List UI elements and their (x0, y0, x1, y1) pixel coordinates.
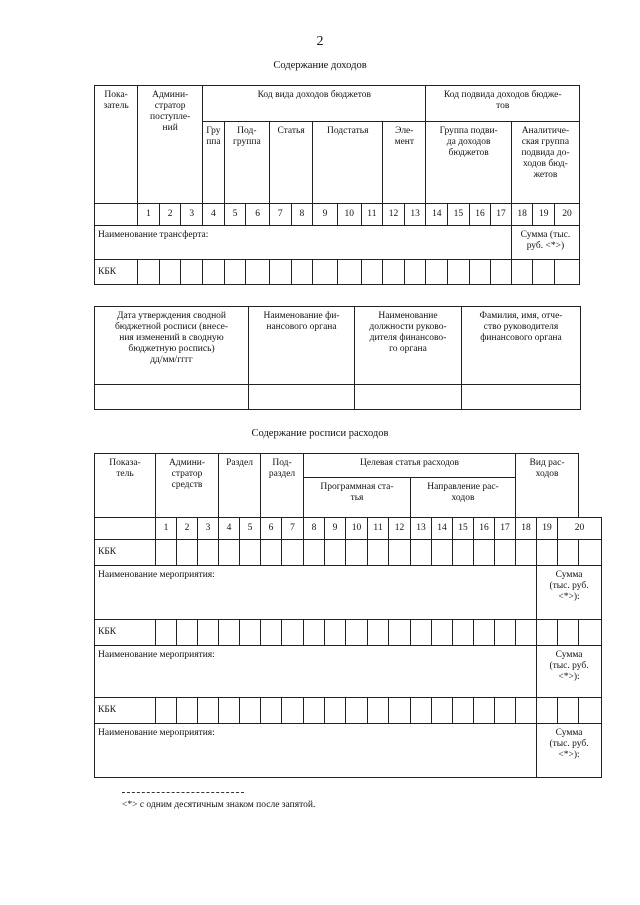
kbk-digit-cell[interactable] (368, 540, 389, 566)
column-number: 18 (511, 204, 533, 226)
income-subgroup-header: Под- группа (224, 122, 269, 204)
expenses-kbk-row (95, 698, 602, 724)
kbk-digit-cell[interactable] (203, 260, 225, 285)
kbk-digit-cell[interactable] (491, 260, 512, 285)
column-number: 4 (219, 518, 240, 540)
kbk-digit-cell[interactable] (304, 698, 325, 724)
finance-body-name-header: Наименование фи- нансового органа (249, 307, 355, 385)
kbk-digit-cell[interactable] (389, 698, 411, 724)
kbk-digit-cell[interactable] (159, 260, 181, 285)
expenses-kbk-row (95, 540, 602, 566)
column-number: 16 (469, 204, 491, 226)
column-number: 3 (198, 518, 219, 540)
head-position-header: Наименование должности руково- дителя финансово- го органа (355, 307, 462, 385)
subsection-header: Под- раздел (261, 454, 304, 518)
kbk-digit-cell[interactable] (368, 698, 389, 724)
column-number: 14 (432, 518, 453, 540)
column-number: 6 (246, 204, 270, 226)
kbk-digit-cell[interactable] (269, 260, 291, 285)
kbk-digit-cell[interactable] (558, 620, 579, 646)
kbk-digit-cell[interactable] (346, 620, 368, 646)
kbk-digit-cell[interactable] (411, 540, 432, 566)
expenses-indicator-header: Показа- тель (95, 454, 156, 518)
expenses-sum-label: Сумма (тыс. руб. <*>): (537, 566, 602, 620)
expenses-table (94, 453, 602, 778)
income-indicator-header: Пока- затель (95, 86, 138, 204)
kbk-digit-cell[interactable] (432, 540, 453, 566)
income-table (94, 85, 580, 285)
approval-date-header: Дата утверждения сводной бюджетной росписи (внесе- ния изменений в сводную бюджетную роспись) дд/мм/гггг (95, 307, 249, 385)
kbk-digit-cell[interactable] (537, 620, 558, 646)
kbk-digit-cell[interactable] (138, 260, 160, 285)
kbk-digit-cell[interactable] (240, 540, 261, 566)
kbk-digit-cell[interactable] (495, 620, 516, 646)
income-subkind-code-header: Код подвида доходов бюдже- тов (426, 86, 580, 122)
column-number: 10 (337, 204, 361, 226)
column-number: 3 (181, 204, 203, 226)
kbk-label: КБК (95, 540, 156, 566)
column-number: 9 (325, 518, 346, 540)
footnote: <*> с одним десятичным знаком после запятой. (122, 800, 316, 810)
program-article-header: Программная ста- тья (304, 478, 411, 518)
kbk-digit-cell[interactable] (495, 540, 516, 566)
target-article-header: Целевая статья расходов (304, 454, 516, 478)
kbk-digit-cell[interactable] (511, 260, 533, 285)
column-number: 2 (177, 518, 198, 540)
kbk-digit-cell[interactable] (426, 260, 448, 285)
kbk-digit-cell[interactable] (411, 620, 432, 646)
kbk-digit-cell[interactable] (368, 620, 389, 646)
kbk-digit-cell[interactable] (383, 260, 405, 285)
expenses-admin-header: Админи- стратор средств (156, 454, 219, 518)
column-number: 11 (361, 204, 383, 226)
kbk-digit-cell[interactable] (474, 540, 495, 566)
event-name-label: Наименование мероприятия: (95, 646, 537, 698)
kbk-digit-cell[interactable] (240, 698, 261, 724)
kbk-digit-cell[interactable] (156, 620, 177, 646)
kbk-digit-cell[interactable] (558, 698, 579, 724)
kbk-digit-cell[interactable] (537, 698, 558, 724)
income-group-header: Гру ппа (203, 122, 225, 204)
kbk-digit-cell[interactable] (325, 698, 346, 724)
kbk-digit-cell[interactable] (219, 698, 240, 724)
column-number: 1 (138, 204, 160, 226)
column-number: 5 (240, 518, 261, 540)
kbk-digit-cell[interactable] (516, 620, 537, 646)
kbk-digit-cell[interactable] (156, 540, 177, 566)
kbk-digit-cell[interactable] (304, 620, 325, 646)
column-number: 1 (156, 518, 177, 540)
column-number: 17 (495, 518, 516, 540)
column-number: 8 (304, 518, 325, 540)
kbk-digit-cell[interactable] (291, 260, 313, 285)
kbk-digit-cell[interactable] (474, 620, 495, 646)
kbk-digit-cell[interactable] (304, 540, 325, 566)
column-number: 2 (159, 204, 181, 226)
expenses-kbk-row (95, 620, 602, 646)
kbk-label: КБК (95, 620, 156, 646)
kbk-digit-cell[interactable] (474, 698, 495, 724)
column-number: 17 (491, 204, 512, 226)
column-number: 9 (313, 204, 338, 226)
kbk-digit-cell[interactable] (579, 620, 602, 646)
kbk-digit-cell[interactable] (516, 540, 537, 566)
kbk-digit-cell[interactable] (282, 698, 304, 724)
income-element-header: Эле- мент (383, 122, 426, 204)
income-sum-label: Сумма (тыс. руб. <*>) (511, 226, 579, 260)
kbk-digit-cell[interactable] (516, 698, 537, 724)
kbk-digit-cell[interactable] (219, 540, 240, 566)
approval-date-cell[interactable] (95, 385, 249, 410)
kbk-digit-cell[interactable] (240, 620, 261, 646)
kbk-digit-cell[interactable] (219, 620, 240, 646)
kbk-digit-cell[interactable] (181, 260, 203, 285)
kbk-digit-cell[interactable] (469, 260, 491, 285)
column-number: 20 (558, 518, 602, 540)
column-number: 7 (269, 204, 291, 226)
income-analytic-group-header: Аналитиче- ская группа подвида до- ходов бюд- жетов (511, 122, 579, 204)
kbk-digit-cell[interactable] (325, 540, 346, 566)
kbk-digit-cell[interactable] (389, 540, 411, 566)
column-number: 12 (383, 204, 405, 226)
kbk-digit-cell[interactable] (579, 540, 602, 566)
column-number: 7 (282, 518, 304, 540)
event-name-label: Наименование мероприятия: (95, 724, 537, 778)
kbk-digit-cell[interactable] (346, 698, 368, 724)
kbk-digit-cell[interactable] (361, 260, 383, 285)
kbk-digit-cell[interactable] (453, 540, 474, 566)
kbk-digit-cell[interactable] (404, 260, 426, 285)
kbk-digit-cell[interactable] (558, 540, 579, 566)
column-number: 13 (411, 518, 432, 540)
footnote-separator (122, 792, 244, 793)
kbk-digit-cell[interactable] (177, 540, 198, 566)
kbk-label: КБК (95, 260, 138, 285)
column-number: 19 (537, 518, 558, 540)
kbk-digit-cell[interactable] (495, 698, 516, 724)
kbk-digit-cell[interactable] (411, 698, 432, 724)
expenses-number-row (95, 518, 602, 540)
kbk-digit-cell[interactable] (533, 260, 555, 285)
income-subkind-group-header: Группа подви- да доходов бюджетов (426, 122, 511, 204)
kbk-digit-cell[interactable] (346, 540, 368, 566)
column-number: 15 (453, 518, 474, 540)
column-number: 8 (291, 204, 313, 226)
kbk-digit-cell[interactable] (224, 260, 246, 285)
kbk-digit-cell[interactable] (282, 540, 304, 566)
kbk-digit-cell[interactable] (325, 620, 346, 646)
income-kind-code-header: Код вида доходов бюджетов (203, 86, 426, 122)
column-number: 16 (474, 518, 495, 540)
column-number: 19 (533, 204, 555, 226)
kbk-digit-cell[interactable] (261, 698, 282, 724)
head-position-cell[interactable] (355, 385, 462, 410)
column-number: 6 (261, 518, 282, 540)
kbk-digit-cell[interactable] (579, 698, 602, 724)
income-number-row (95, 204, 580, 226)
column-number: 11 (368, 518, 389, 540)
kbk-digit-cell[interactable] (537, 540, 558, 566)
kbk-digit-cell[interactable] (555, 260, 580, 285)
kbk-digit-cell[interactable] (432, 620, 453, 646)
kbk-digit-cell[interactable] (453, 698, 474, 724)
kbk-digit-cell[interactable] (337, 260, 361, 285)
kbk-digit-cell[interactable] (198, 540, 219, 566)
income-article-header: Статья (269, 122, 312, 204)
column-number: 12 (389, 518, 411, 540)
page-number: 2 (316, 34, 324, 49)
column-number: 20 (555, 204, 580, 226)
kbk-digit-cell[interactable] (246, 260, 270, 285)
kbk-digit-cell[interactable] (261, 540, 282, 566)
event-name-label: Наименование мероприятия: (95, 566, 537, 620)
kbk-digit-cell[interactable] (177, 620, 198, 646)
column-number: 14 (426, 204, 448, 226)
kbk-digit-cell[interactable] (198, 620, 219, 646)
income-kbk-row (95, 260, 580, 285)
column-number: 4 (203, 204, 225, 226)
kbk-digit-cell[interactable] (389, 620, 411, 646)
column-number: 15 (448, 204, 470, 226)
kbk-digit-cell[interactable] (261, 620, 282, 646)
kbk-digit-cell[interactable] (453, 620, 474, 646)
column-number: 13 (404, 204, 426, 226)
expenses-heading: Содержание росписи расходов (251, 428, 389, 439)
approval-table (94, 306, 581, 410)
expense-kind-header: Вид рас- ходов (516, 454, 579, 518)
expenses-number-blank (95, 518, 156, 540)
kbk-digit-cell[interactable] (177, 698, 198, 724)
column-number: 5 (224, 204, 246, 226)
expenses-sum-label: Сумма (тыс. руб. <*>): (537, 646, 602, 698)
kbk-digit-cell[interactable] (198, 698, 219, 724)
kbk-digit-cell[interactable] (282, 620, 304, 646)
head-fullname-header: Фамилия, имя, отче- ство руководителя финансового органа (462, 307, 581, 385)
column-number: 10 (346, 518, 368, 540)
income-number-blank (95, 204, 138, 226)
income-heading: Содержание доходов (273, 60, 367, 71)
kbk-digit-cell[interactable] (448, 260, 470, 285)
head-fullname-cell[interactable] (462, 385, 581, 410)
transfer-name-label: Наименование трансферта: (95, 226, 512, 260)
kbk-label: КБК (95, 698, 156, 724)
kbk-digit-cell[interactable] (432, 698, 453, 724)
finance-body-name-cell[interactable] (249, 385, 355, 410)
income-subarticle-header: Подстатья (313, 122, 383, 204)
kbk-digit-cell[interactable] (156, 698, 177, 724)
income-admin-header: Админи- стратор поступле- ний (138, 86, 203, 204)
expenses-sum-label: Сумма (тыс. руб. <*>): (537, 724, 602, 778)
column-number: 18 (516, 518, 537, 540)
kbk-digit-cell[interactable] (313, 260, 338, 285)
expense-direction-header: Направление рас- ходов (411, 478, 516, 518)
section-header: Раздел (219, 454, 261, 518)
